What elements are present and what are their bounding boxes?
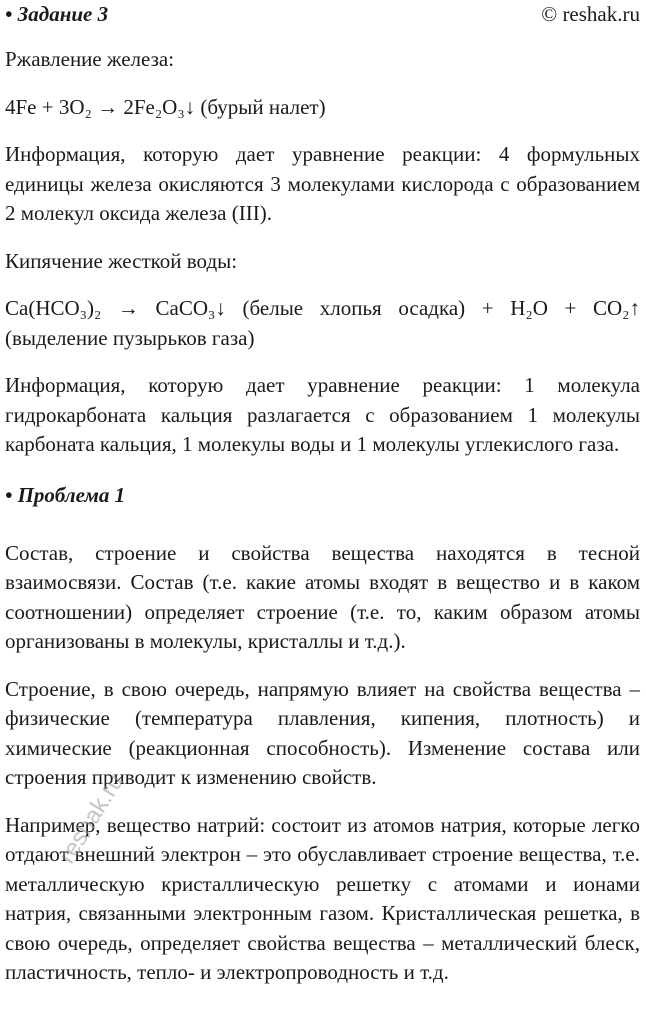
- problem-paragraph-1: Состав, строение и свойства вещества находятся в тесной взаимосвязи. Состав (т.е. какие атомы входят в вещество и в каком соотношении) определяет строение (т.е. то, каким образом атомы организованы в молекулы, кристаллы и т.д.).: [5, 540, 640, 653]
- section-title: • Задание 3: [5, 2, 109, 26]
- document-page: [5, 0, 640, 988]
- boiling-label: Кипячение жесткой воды:: [5, 248, 238, 273]
- page-header: [5, 0, 640, 30]
- problem-paragraph-3: Например, вещество натрий: состоит из атомов натрия, которые легко отдают внешний электрон – это обуславливает строение вещества, т.е. металлическую кристаллическую решетку с атомами и ионами натрия, связанными электронным газом. Кристаллическая решетка, в свою очередь, определяет свойства вещества – металлический блеск, пластичность, тепло- и электропроводность и т.д.: [5, 812, 640, 984]
- problem-heading: [5, 481, 640, 511]
- rust-label: Ржавление железа:: [5, 47, 175, 71]
- problem-paragraph-2: Строение, в свою очередь, напрямую влияет на свойства вещества – физические (температура плавления, кипения, плотность) и химические (реакционная способность). Изменение состава или строения приводит к изменению свойств.: [5, 676, 640, 789]
- boiling-equation: Ca(HCO₃)₂ → CaCO₃↓ (белые хлопья осадка) + H₂O + CO₂↑ (выделение пузырьков газа): [5, 296, 640, 350]
- problem-title: • Проблема 1: [5, 482, 126, 507]
- watermark: reshak.ru: [53, 769, 130, 869]
- rust-info: Информация, которую дает уравнение реакции: 4 формульных единицы железа окисляются 3 молекулами кислорода с образованием 2 молекул оксида железа (III).: [5, 142, 640, 225]
- boiling-info: Информация, которую дает уравнение реакции: 1 молекула гидрокарбоната кальция разлагается с образованием 1 молекулы карбоната кальция, 1 молекулы воды и 1 молекулы углекислого газа.: [5, 373, 640, 456]
- site-credit: © reshak.ru: [541, 2, 640, 26]
- rust-equation: 4Fe + 3O₂ → 2Fe₂O₃↓ (бурый налет): [5, 94, 326, 119]
